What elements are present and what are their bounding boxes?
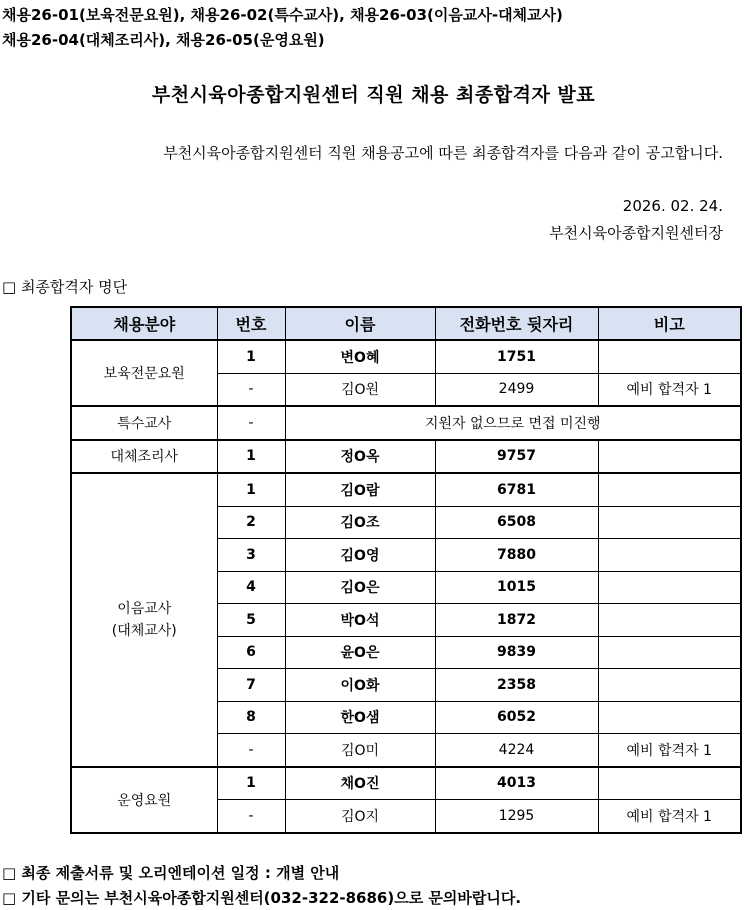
name-cell: 박O석 [285,604,435,637]
field-cell: 보육전문요원 [71,340,217,406]
table-row [71,406,741,440]
recruitment-codes-line-2: 채용26-04(대체조리사), 채용26-05(운영요원) [2,31,325,49]
footer-note-contact: □ 기타 문의는 부천시육아종합지원센터(032-322-8686)으로 문의바랍니다. [2,889,522,907]
phone-cell: 6508 [435,506,598,539]
number-cell: - [217,406,285,440]
phone-cell: 6781 [435,473,598,506]
phone-cell: 7880 [435,539,598,572]
table-row [71,440,741,474]
note-cell [598,604,741,637]
field-cell: 운영요원 [71,767,217,833]
table-row [71,340,741,373]
number-cell: 5 [217,604,285,637]
table-header-row [71,307,741,340]
number-cell: - [217,800,285,833]
merged-note-cell: 지원자 없으므로 면접 미진행 [285,406,741,440]
phone-cell: 4013 [435,767,598,800]
intro-text: 부천시육아종합지원센터 직원 채용공고에 따른 최종합격자를 다음과 같이 공고합니다. [163,144,723,162]
number-cell: 1 [217,767,285,800]
note-cell [598,669,741,702]
note-cell [598,539,741,572]
name-cell: 김O영 [285,539,435,572]
field-cell [71,473,217,767]
note-cell [598,506,741,539]
note-cell [598,636,741,669]
name-cell: 한O샘 [285,701,435,734]
name-cell: 김O지 [285,800,435,833]
note-cell [598,701,741,734]
note-cell [598,473,741,506]
note-cell [598,440,741,474]
name-cell: 이O화 [285,669,435,702]
table-row [71,473,741,506]
phone-cell: 1295 [435,800,598,833]
column-header-number: 번호 [217,307,285,340]
field-label-line-1: 이음교사 [117,600,172,617]
phone-cell: 6052 [435,701,598,734]
phone-cell: 1872 [435,604,598,637]
note-cell [598,340,741,373]
phone-cell: 1015 [435,571,598,604]
number-cell: - [217,373,285,406]
note-cell: 예비 합격자 1 [598,800,741,833]
phone-cell: 2499 [435,373,598,406]
name-cell: 김O미 [285,734,435,767]
column-header-name: 이름 [285,307,435,340]
note-cell [598,767,741,800]
number-cell: 1 [217,440,285,474]
section-label: □ 최종합격자 명단 [2,278,128,296]
name-cell: 김O조 [285,506,435,539]
phone-cell: 1751 [435,340,598,373]
phone-cell: 9839 [435,636,598,669]
page-title: 부천시육아종합지원센터 직원 채용 최종합격자 발표 [151,84,596,106]
note-cell: 예비 합격자 1 [598,373,741,406]
number-cell: 3 [217,539,285,572]
number-cell: 6 [217,636,285,669]
number-cell: 7 [217,669,285,702]
name-cell: 김O원 [285,373,435,406]
column-header-field: 채용분야 [71,307,217,340]
results-table [70,306,742,834]
note-cell [598,571,741,604]
number-cell: 2 [217,506,285,539]
field-cell: 대체조리사 [71,440,217,474]
issuer-name: 부천시육아종합지원센터장 [549,224,723,242]
name-cell: 채O진 [285,767,435,800]
name-cell: 김O람 [285,473,435,506]
column-header-phone: 전화번호 뒷자리 [435,307,598,340]
name-cell: 변O혜 [285,340,435,373]
note-cell: 예비 합격자 1 [598,734,741,767]
phone-cell: 2358 [435,669,598,702]
table-row [71,767,741,800]
number-cell: 8 [217,701,285,734]
announcement-date: 2026. 02. 24. [622,197,723,215]
field-label-line-2: (대체교사) [111,622,177,639]
column-header-note: 비고 [598,307,741,340]
number-cell: - [217,734,285,767]
number-cell: 1 [217,473,285,506]
number-cell: 1 [217,340,285,373]
name-cell: 정O옥 [285,440,435,474]
name-cell: 윤O은 [285,636,435,669]
phone-cell: 4224 [435,734,598,767]
field-cell: 특수교사 [71,406,217,440]
name-cell: 김O은 [285,571,435,604]
recruitment-codes-line-1: 채용26-01(보육전문요원), 채용26-02(특수교사), 채용26-03(이음교사-대체교사) [2,6,563,24]
footer-note-schedule: □ 최종 제출서류 및 오리엔테이션 일정 : 개별 안내 [2,864,340,882]
phone-cell: 9757 [435,440,598,474]
number-cell: 4 [217,571,285,604]
